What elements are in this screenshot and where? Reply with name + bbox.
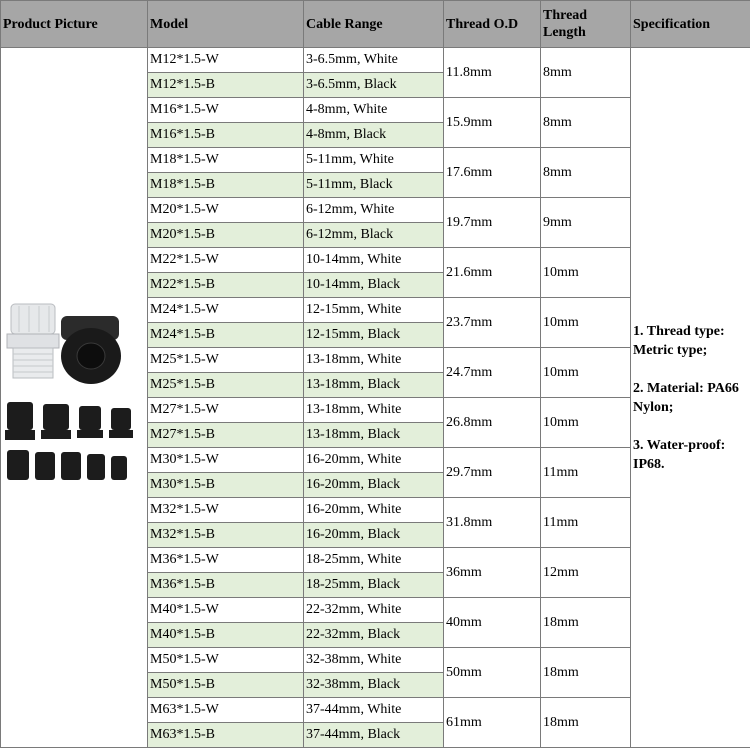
black-cable-gland-icon	[61, 316, 121, 384]
thread-length-cell: 10mm	[541, 248, 631, 298]
model-cell: M40*1.5-B	[148, 623, 304, 648]
thread-length-cell: 18mm	[541, 648, 631, 698]
cable-range-cell: 18-25mm, Black	[304, 573, 444, 598]
header-specification: Specification	[631, 1, 750, 48]
cable-range-cell: 13-18mm, Black	[304, 423, 444, 448]
model-cell: M25*1.5-B	[148, 373, 304, 398]
white-cable-gland-icon	[7, 304, 59, 378]
model-cell: M22*1.5-B	[148, 273, 304, 298]
cable-gland-product-icon	[3, 298, 148, 498]
spec-material-value: Nylon;	[633, 398, 750, 417]
cable-range-cell: 3-6.5mm, White	[304, 48, 444, 73]
cable-range-cell: 4-8mm, White	[304, 98, 444, 123]
cable-range-cell: 5-11mm, Black	[304, 173, 444, 198]
cable-range-cell: 16-20mm, White	[304, 498, 444, 523]
cable-range-cell: 10-14mm, White	[304, 248, 444, 273]
model-cell: M16*1.5-W	[148, 98, 304, 123]
thread-length-cell: 12mm	[541, 548, 631, 598]
model-cell: M36*1.5-W	[148, 548, 304, 573]
model-cell: M30*1.5-B	[148, 473, 304, 498]
model-cell: M12*1.5-B	[148, 73, 304, 98]
header-thread-od: Thread O.D	[444, 1, 541, 48]
cable-range-cell: 3-6.5mm, Black	[304, 73, 444, 98]
thread-od-cell: 17.6mm	[444, 148, 541, 198]
thread-od-cell: 50mm	[444, 648, 541, 698]
model-cell: M32*1.5-W	[148, 498, 304, 523]
model-cell: M50*1.5-B	[148, 673, 304, 698]
cable-range-cell: 13-18mm, White	[304, 398, 444, 423]
model-cell: M63*1.5-B	[148, 723, 304, 748]
thread-length-cell: 8mm	[541, 98, 631, 148]
thread-length-cell: 10mm	[541, 298, 631, 348]
model-cell: M20*1.5-B	[148, 223, 304, 248]
header-model: Model	[148, 1, 304, 48]
thread-length-cell: 11mm	[541, 498, 631, 548]
thread-length-cell: 18mm	[541, 698, 631, 748]
thread-od-cell: 36mm	[444, 548, 541, 598]
header-thread-length-line2: Length	[543, 25, 586, 40]
cable-range-cell: 32-38mm, White	[304, 648, 444, 673]
cable-range-cell: 22-32mm, White	[304, 598, 444, 623]
model-cell: M36*1.5-B	[148, 573, 304, 598]
cable-range-cell: 37-44mm, Black	[304, 723, 444, 748]
small-black-glands-row2	[7, 450, 127, 480]
cable-range-cell: 12-15mm, Black	[304, 323, 444, 348]
cable-range-cell: 13-18mm, White	[304, 348, 444, 373]
product-picture-cell	[1, 48, 148, 748]
model-cell: M16*1.5-B	[148, 123, 304, 148]
model-cell: M32*1.5-B	[148, 523, 304, 548]
thread-od-cell: 26.8mm	[444, 398, 541, 448]
cable-range-cell: 6-12mm, Black	[304, 223, 444, 248]
cable-range-cell: 18-25mm, White	[304, 548, 444, 573]
cable-range-cell: 5-11mm, White	[304, 148, 444, 173]
cable-range-cell: 16-20mm, White	[304, 448, 444, 473]
cable-gland-photo	[3, 298, 148, 498]
thread-od-cell: 31.8mm	[444, 498, 541, 548]
thread-od-cell: 21.6mm	[444, 248, 541, 298]
cable-range-cell: 4-8mm, Black	[304, 123, 444, 148]
cable-range-cell: 12-15mm, White	[304, 298, 444, 323]
model-cell: M24*1.5-B	[148, 323, 304, 348]
thread-od-cell: 29.7mm	[444, 448, 541, 498]
thread-length-cell: 8mm	[541, 48, 631, 98]
header-thread-length	[541, 1, 631, 48]
model-cell: M25*1.5-W	[148, 348, 304, 373]
thread-od-cell: 24.7mm	[444, 348, 541, 398]
spec-material-label: 2. Material: PA66	[633, 379, 750, 398]
cable-range-cell: 22-32mm, Black	[304, 623, 444, 648]
thread-od-cell: 61mm	[444, 698, 541, 748]
header-row	[1, 1, 750, 48]
model-cell: M18*1.5-B	[148, 173, 304, 198]
thread-od-cell: 15.9mm	[444, 98, 541, 148]
cable-range-cell: 6-12mm, White	[304, 198, 444, 223]
small-black-glands-row1	[5, 402, 133, 440]
cable-range-cell: 16-20mm, Black	[304, 473, 444, 498]
spec-waterproof-label: 3. Water-proof:	[633, 436, 750, 455]
cable-range-cell: 13-18mm, Black	[304, 373, 444, 398]
model-cell: M20*1.5-W	[148, 198, 304, 223]
spec-waterproof-value: IP68.	[633, 455, 750, 474]
model-cell: M27*1.5-W	[148, 398, 304, 423]
thread-length-cell: 10mm	[541, 348, 631, 398]
model-cell: M12*1.5-W	[148, 48, 304, 73]
model-cell: M50*1.5-W	[148, 648, 304, 673]
model-cell: M30*1.5-W	[148, 448, 304, 473]
thread-length-cell: 8mm	[541, 148, 631, 198]
thread-length-cell: 9mm	[541, 198, 631, 248]
thread-od-cell: 11.8mm	[444, 48, 541, 98]
thread-od-cell: 23.7mm	[444, 298, 541, 348]
table-row-white	[1, 48, 750, 73]
specification-cell	[631, 48, 750, 748]
cable-range-cell: 37-44mm, White	[304, 698, 444, 723]
header-cable-range: Cable Range	[304, 1, 444, 48]
cable-range-cell: 16-20mm, Black	[304, 523, 444, 548]
thread-length-cell: 18mm	[541, 598, 631, 648]
table-body	[1, 48, 750, 748]
model-cell: M24*1.5-W	[148, 298, 304, 323]
header-product-picture: Product Picture	[1, 1, 148, 48]
thread-length-cell: 11mm	[541, 448, 631, 498]
spec-thread-type-value: Metric type;	[633, 341, 750, 360]
model-cell: M18*1.5-W	[148, 148, 304, 173]
model-cell: M27*1.5-B	[148, 423, 304, 448]
model-cell: M40*1.5-W	[148, 598, 304, 623]
cable-range-cell: 10-14mm, Black	[304, 273, 444, 298]
thread-od-cell: 40mm	[444, 598, 541, 648]
spec-thread-type-label: 1. Thread type:	[633, 322, 750, 341]
thread-od-cell: 19.7mm	[444, 198, 541, 248]
model-cell: M63*1.5-W	[148, 698, 304, 723]
thread-length-cell: 10mm	[541, 398, 631, 448]
model-cell: M22*1.5-W	[148, 248, 304, 273]
cable-range-cell: 32-38mm, Black	[304, 673, 444, 698]
header-thread-length-line1: Thread	[543, 8, 587, 23]
